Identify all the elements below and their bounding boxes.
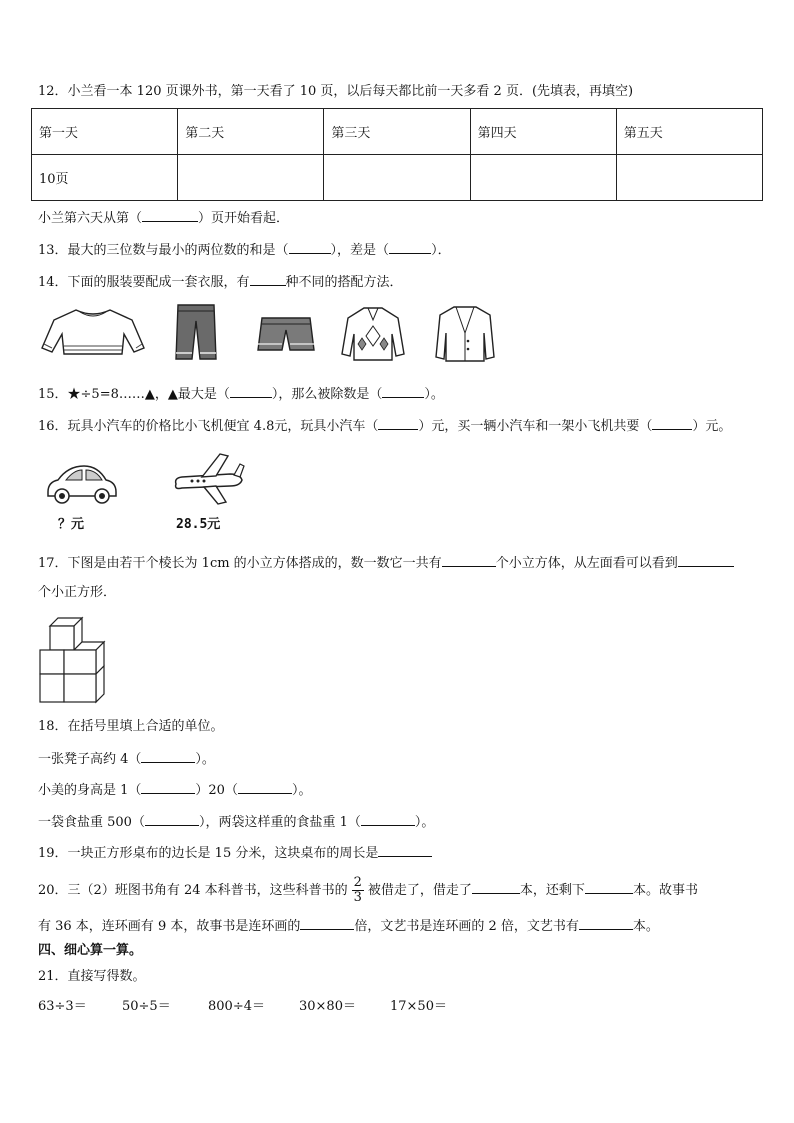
q12-follow-up: 小兰第六天从第（ ）页开始看起． bbox=[38, 208, 289, 228]
shorts-icon bbox=[256, 314, 316, 356]
answer-blank[interactable] bbox=[378, 843, 432, 857]
answer-blank[interactable] bbox=[378, 416, 418, 430]
answer-blank[interactable] bbox=[382, 384, 424, 398]
q21-item: 800÷4＝ bbox=[208, 999, 265, 1014]
table-cell[interactable] bbox=[616, 155, 762, 201]
vest-sweater-icon bbox=[340, 304, 406, 364]
q13: 13．最大的三位数与最小的两位数的和是（ ），差是（ ）． bbox=[38, 240, 451, 260]
table-header: 第五天 bbox=[616, 109, 762, 155]
trousers-icon bbox=[172, 303, 220, 363]
table-header: 第二天 bbox=[178, 109, 324, 155]
q18-title: 18．在括号里填上合适的单位。 bbox=[38, 719, 224, 734]
table-header: 第四天 bbox=[470, 109, 616, 155]
suit-jacket-icon bbox=[434, 303, 496, 365]
q14: 14．下面的服装要配成一套衣服，有 种不同的搭配方法． bbox=[38, 272, 403, 292]
q21-title: 21．直接写得数。 bbox=[38, 969, 146, 984]
toy-car-icon bbox=[44, 460, 120, 508]
q21-item: 30×80＝ bbox=[299, 999, 356, 1014]
q17: 17．下图是由若干个棱长为 1cm 的小立方体搭成的，数一数它一共有 个小立方体，从左面看可以看到 bbox=[38, 553, 734, 573]
answer-blank[interactable] bbox=[141, 780, 195, 794]
answer-blank[interactable] bbox=[652, 416, 692, 430]
answer-blank[interactable] bbox=[250, 272, 286, 286]
q17-continued: 个小正方形． bbox=[38, 585, 117, 600]
answer-blank[interactable] bbox=[230, 384, 272, 398]
table-row bbox=[32, 109, 763, 155]
q18-line-2: 小美的身高是 1（ ）20（ ）。 bbox=[38, 780, 311, 800]
table-cell[interactable] bbox=[324, 155, 470, 201]
answer-blank[interactable] bbox=[442, 553, 496, 567]
answer-blank[interactable] bbox=[142, 208, 198, 222]
answer-blank[interactable] bbox=[141, 749, 195, 763]
table-cell: 10页 bbox=[32, 155, 178, 201]
answer-blank[interactable] bbox=[145, 812, 199, 826]
q18-line-3: 一袋食盐重 500（ ），两袋这样重的食盐重 1（ ）。 bbox=[38, 812, 434, 832]
q16: 16．玩具小汽车的价格比小飞机便宜 4.8元，玩具小汽车（ ）元，买一辆小汽车和一架小飞机共要（ ）元。 bbox=[38, 416, 731, 436]
answer-blank[interactable] bbox=[585, 880, 633, 894]
toy-plane-icon bbox=[170, 450, 246, 508]
cube-stack-figure bbox=[38, 616, 106, 704]
q12-text: 12．小兰看一本 120 页课外书，第一天看了 10 页，以后每天都比前一天多看 2 页．(先填表，再填空) bbox=[38, 84, 634, 99]
q20-continued: 有 36 本，连环画有 9 本，故事书是连环画的 倍，文艺书是连环画的 2 倍，文艺书有 本。 bbox=[38, 916, 659, 936]
answer-blank[interactable] bbox=[678, 553, 734, 567]
q19: 19．一块正方形桌布的边长是 15 分米，这块桌布的周长是 bbox=[38, 843, 432, 863]
table-cell[interactable] bbox=[178, 155, 324, 201]
answer-blank[interactable] bbox=[472, 880, 520, 894]
q21-item: 50÷5＝ bbox=[122, 999, 171, 1014]
q21-item: 63÷3＝ bbox=[38, 999, 87, 1014]
answer-blank[interactable] bbox=[238, 780, 292, 794]
days-table bbox=[31, 108, 763, 201]
answer-blank[interactable] bbox=[361, 812, 415, 826]
q20: 20．三（2）班图书角有 24 本科普书，这些科普书的 $\frac{2}{3}$ 被借走了，借走了 本，还剩下 本。故事书 bbox=[38, 875, 698, 905]
q21-item: 17×50＝ bbox=[390, 999, 447, 1014]
q15: 15．★÷5=8……▲，▲最大是（ ），那么被除数是（ ）。 bbox=[38, 384, 444, 404]
answer-blank[interactable] bbox=[289, 240, 331, 254]
table-header: 第一天 bbox=[32, 109, 178, 155]
sweater-icon bbox=[40, 306, 146, 358]
answer-blank[interactable] bbox=[579, 916, 633, 930]
table-cell[interactable] bbox=[470, 155, 616, 201]
table-row bbox=[32, 155, 763, 201]
answer-blank[interactable] bbox=[389, 240, 431, 254]
car-price: ？元 bbox=[58, 517, 85, 532]
answer-blank[interactable] bbox=[300, 916, 354, 930]
table-header: 第三天 bbox=[324, 109, 470, 155]
section-title: 四、细心算一算。 bbox=[38, 943, 143, 958]
q18-line-1: 一张凳子高约 4（ ）。 bbox=[38, 749, 215, 769]
plane-price: 28.5元 bbox=[176, 517, 221, 532]
fraction: $\frac{2}{3}$ bbox=[353, 875, 362, 905]
